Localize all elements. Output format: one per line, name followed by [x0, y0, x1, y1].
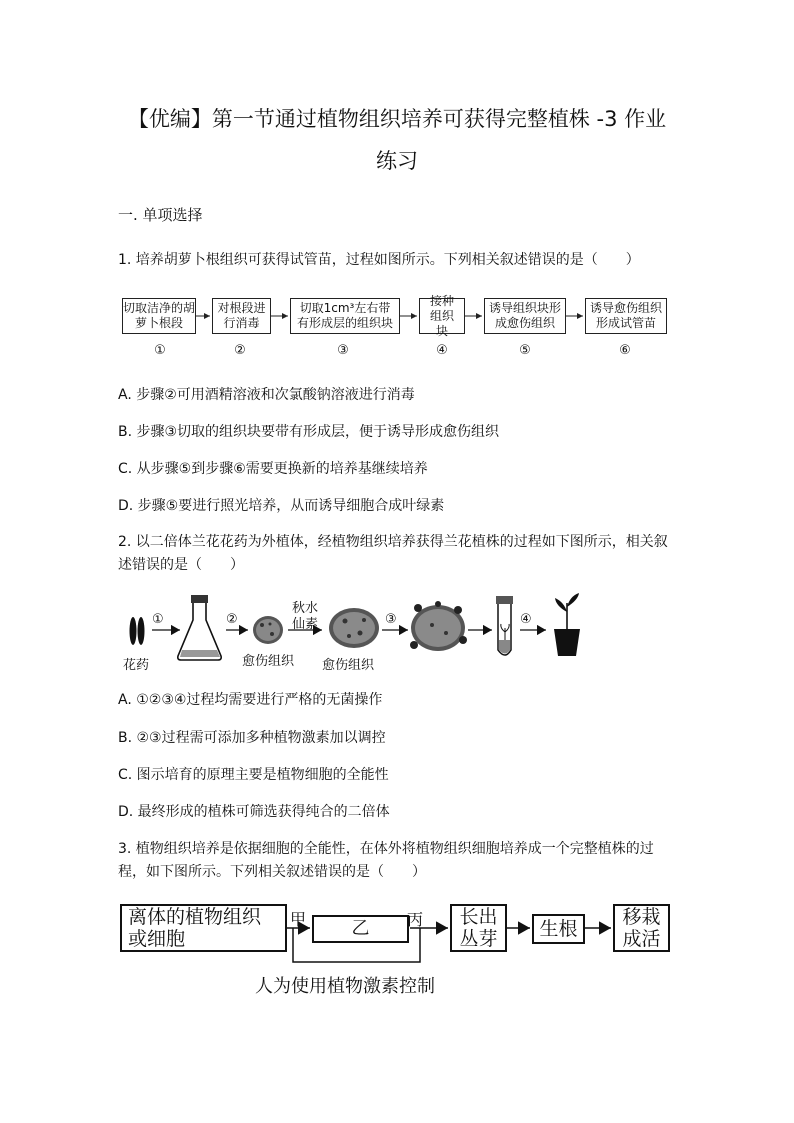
transplant-line2: 成活	[622, 928, 661, 950]
potted-plant-icon	[554, 593, 580, 656]
flow-step-6-num: ⑥	[619, 343, 631, 358]
q1-option-d: D. 步骤⑤要进行照光培养，从而诱导细胞合成叶绿素	[118, 498, 445, 514]
q2-option-d: D. 最终形成的植株可筛选获得纯合的二倍体	[118, 804, 390, 820]
flow-step-1-num: ①	[154, 343, 166, 358]
step-2-label: ②	[226, 612, 238, 627]
callus-small-icon	[253, 616, 283, 644]
box-yi: 乙	[312, 915, 409, 943]
q3-stem: 3. 植物组织培养是依据细胞的全能性，在体外将植物组织细胞培养成一个完整植株的过程，如下图所示。下列相关叙述错误的是（ ）	[118, 841, 654, 880]
q1-stem: 1. 培养胡萝卜根组织可获得试管苗，过程如图所示。下列相关叙述错误的是（ ）	[118, 252, 640, 268]
hormone-control-caption: 人为使用植物激素控制	[255, 976, 435, 997]
shoot-box	[450, 904, 507, 952]
callus-label-1: 愈伤组织	[242, 654, 295, 669]
q1-option-a: A. 步骤②可用酒精溶液和次氯酸钠溶液进行消毒	[118, 387, 415, 403]
shoot-cluster-icon	[410, 601, 467, 651]
q1-option-c: C. 从步骤⑤到步骤⑥需要更换新的培养基继续培养	[118, 461, 428, 477]
transplant-box	[613, 904, 670, 952]
q2-option-c: C. 图示培育的原理主要是植物细胞的全能性	[118, 767, 389, 783]
flow-step-3: 切取1cm³左右带有形成层的组织块	[290, 298, 400, 334]
anther-icon	[130, 617, 145, 645]
step-1-label: ①	[152, 612, 164, 627]
shoot-line2: 丛芽	[459, 928, 498, 950]
flow-step-5-num: ⑤	[519, 343, 531, 358]
callus-large-icon	[329, 608, 379, 648]
q2-stem: 2. 以二倍体兰花花药为外植体，经植物组织培养获得兰花植株的过程如下图所示，相关叙述错误的是（ ）	[118, 534, 668, 573]
callus-label-2: 愈伤组织	[322, 658, 375, 673]
section-heading: 一. 单项选择	[118, 206, 203, 224]
flow-step-2: 对根段进行消毒	[212, 298, 271, 334]
flow-step-6: 诱导愈伤组织形成试管苗	[585, 298, 667, 334]
page-title: 【优编】第一节通过植物组织培养可获得完整植株 -3 作业	[127, 107, 667, 131]
isolated-tissue-line1: 离体的植物组织	[128, 906, 262, 928]
flow-step-3-num: ③	[337, 343, 349, 358]
step-4-label: ④	[520, 612, 532, 627]
rooting-box: 生根	[532, 914, 585, 944]
colchicine-label-2: 仙素	[292, 617, 319, 632]
isolated-tissue-box	[120, 904, 287, 952]
step-3-label: ③	[385, 612, 397, 627]
flow-step-1: 切取洁净的胡萝卜根段	[122, 298, 196, 334]
shoot-line1: 长出	[459, 906, 498, 928]
q2-option-a: A. ①②③④过程均需要进行严格的无菌操作	[118, 692, 383, 708]
label-jia: 甲	[290, 910, 307, 929]
flow-step-4: 接种组织块	[419, 298, 465, 334]
flow-step-2-num: ②	[234, 343, 246, 358]
flask-icon	[178, 595, 221, 660]
q2-option-b: B. ②③过程需可添加多种植物激素加以调控	[118, 730, 386, 746]
colchicine-label-1: 秋水	[292, 601, 319, 616]
page-title-line2: 练习	[376, 149, 418, 173]
label-bing: 丙	[407, 910, 424, 929]
q1-option-b: B. 步骤③切取的组织块要带有形成层，便于诱导形成愈伤组织	[118, 424, 500, 440]
anther-label: 花药	[123, 658, 150, 673]
test-tube-icon	[496, 596, 513, 655]
transplant-line1: 移栽	[622, 906, 661, 928]
isolated-tissue-line2: 或细胞	[128, 928, 186, 950]
flow-step-5: 诱导组织块形成愈伤组织	[484, 298, 566, 334]
flow-step-4-num: ④	[436, 343, 448, 358]
